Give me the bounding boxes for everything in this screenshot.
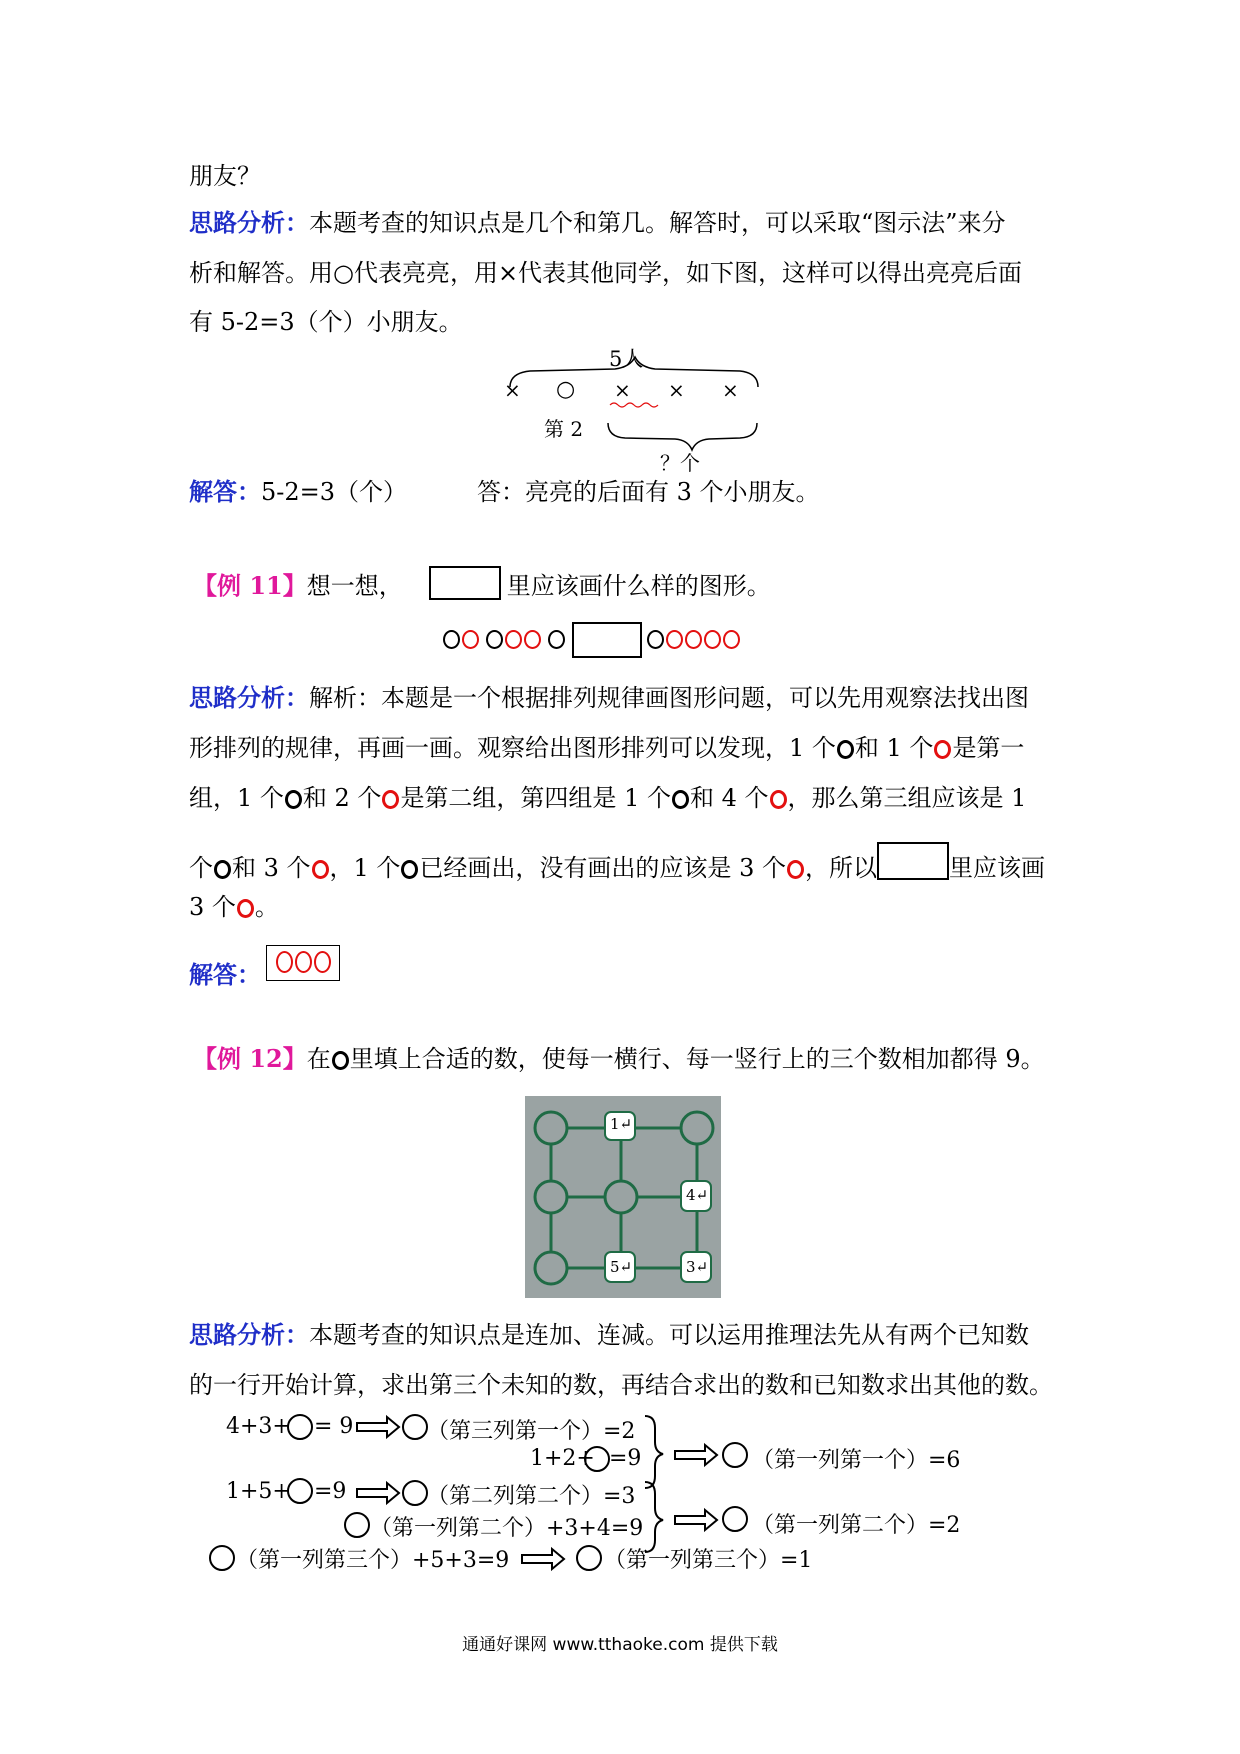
analysis-line: 组，1 个 和 2 个 是第二组，第四组是 1 个 和 4 个 ，那么第三组应该是 1 [189, 784, 1027, 812]
derivation-row-2b: =9 [609, 1446, 642, 1471]
red-circle [723, 630, 740, 649]
analysis-line: 析和解答。用○代表亮亮，用×代表其他同学，如下图，这样可以得出亮亮后面 [189, 259, 1023, 287]
analysis-line: 形排列的规律，再画一画。观察给出图形排列可以发现，1 个 和 1 个 是第一 [189, 734, 1025, 762]
black-circle [443, 630, 460, 649]
derivation-row-5a: （第一列第三个）+5+3=9 [236, 1548, 510, 1573]
example-12: 【例 12】在 里填上合适的数，使每一横行、每一竖行上的三个数相加都得 9。 [193, 1044, 1045, 1073]
black-circle [285, 790, 302, 809]
blank-box [572, 622, 642, 658]
derivation-row-3a: 1+5+ [226, 1479, 291, 1504]
answer-label: 解答： [189, 477, 261, 506]
analysis-paragraph-3: 思路分析：本题考查的知识点是连加、连减。可以运用推理法先从有两个已知数 [189, 1320, 1029, 1349]
mark-cross: × [668, 378, 685, 402]
red-circle [314, 951, 331, 973]
red-circle [704, 630, 721, 649]
red-circle [462, 630, 479, 649]
derivation-row-3b: =9 [314, 1479, 347, 1504]
example-11: 【例 11】想一想， 里应该画什么样的图形。 [193, 566, 1063, 602]
grid-number-corner: 3↵ [686, 1258, 709, 1276]
derivation-row-3c: （第二列第二个）=3 [427, 1484, 636, 1509]
red-circle [685, 630, 702, 649]
black-circle [486, 630, 503, 649]
answer-expression: 5-2=3（个） [261, 478, 408, 506]
top-count-label: 5人 [609, 347, 644, 371]
intro-line: 朋友？ [189, 162, 261, 190]
underline-squiggle [610, 403, 658, 407]
red-circle [787, 860, 804, 879]
red-circle [276, 951, 293, 973]
black-circle [332, 1051, 349, 1070]
grid-node [535, 1252, 567, 1284]
page-footer: 通通好课网 www.tthaoke.com 提供下载 [462, 1635, 778, 1655]
mark-cross: × [722, 378, 739, 402]
grid-number-top: 1↵ [610, 1115, 633, 1133]
circle-pattern [442, 622, 741, 658]
red-circle [524, 630, 541, 649]
analysis-label: 思路分析： [189, 683, 309, 712]
blank-box [877, 842, 949, 880]
analysis-line: 有 5-2=3（个）小朋友。 [189, 308, 463, 336]
black-circle [647, 630, 664, 649]
answer-paragraph-1 [189, 476, 1059, 508]
analysis-label: 思路分析： [189, 1320, 309, 1349]
red-circle [295, 951, 312, 973]
analysis-line: 3 个 。 [189, 893, 279, 921]
position-label: 第 2 [544, 417, 584, 441]
grid-number-bottom: 5↵ [610, 1258, 633, 1276]
blank-box [429, 566, 501, 600]
black-circle [401, 860, 418, 879]
derivation-row-1a: 4+3+ [226, 1414, 291, 1439]
analysis-line: 的一行开始计算，求出第三个未知的数，再结合求出的数和已知数求出其他的数。 [189, 1371, 1053, 1399]
mark-cross: × [504, 378, 521, 402]
derivation-row-4b: （第一列第二个）=2 [752, 1513, 961, 1538]
derivation-row-5b: （第一列第三个）=1 [604, 1548, 813, 1573]
red-circle [770, 790, 787, 809]
analysis-paragraph-2: 思路分析：解析：本题是一个根据排列规律画图形问题，可以先用观察法找出图 [189, 683, 1029, 712]
red-circle [934, 740, 951, 759]
unknown-count-label: ？个 [660, 451, 700, 475]
black-circle [214, 860, 231, 879]
mark-cross: × [614, 378, 631, 402]
answer-box [266, 945, 340, 981]
red-circle [312, 860, 329, 879]
answer-text: 答：亮亮的后面有 3 个小朋友。 [477, 478, 820, 506]
black-circle [672, 790, 689, 809]
analysis-text: 本题考查的知识点是几个和第几。解答时，可以采取“图示法”来分 [309, 209, 1006, 237]
analysis-line: 个 和 3 个 ，1 个 已经画出，没有画出的应该是 3 个 ，所以 里应该画 [189, 842, 1059, 884]
red-circle [237, 899, 254, 918]
red-circle [666, 630, 683, 649]
black-circle [548, 630, 565, 649]
derivation-row-2a: 1+2+ [530, 1446, 595, 1471]
grid-node [605, 1181, 637, 1213]
grid-number-right: 4↵ [686, 1186, 709, 1204]
bottom-brace [608, 423, 757, 450]
example-tag: 【例 11】 [193, 571, 307, 600]
derivation-row-2c: （第一列第一个）=6 [752, 1448, 961, 1473]
analysis-paragraph-1 [189, 207, 1059, 239]
derivation-row-4a: （第一列第二个）+3+4=9 [370, 1516, 644, 1541]
black-circle [837, 740, 854, 759]
red-circle [505, 630, 522, 649]
derivation-row-1c: （第三列第一个）=2 [427, 1419, 636, 1444]
red-circle [382, 790, 399, 809]
mark-circle: ○ [556, 377, 576, 402]
example-tag: 【例 12】 [193, 1044, 307, 1073]
analysis-label: 思路分析： [189, 208, 309, 237]
answer-label: 解答： [189, 960, 261, 989]
grid-node [681, 1112, 713, 1144]
derivation-row-1b: = 9 [314, 1414, 354, 1439]
grid-node [535, 1112, 567, 1144]
grid-node [535, 1181, 567, 1213]
